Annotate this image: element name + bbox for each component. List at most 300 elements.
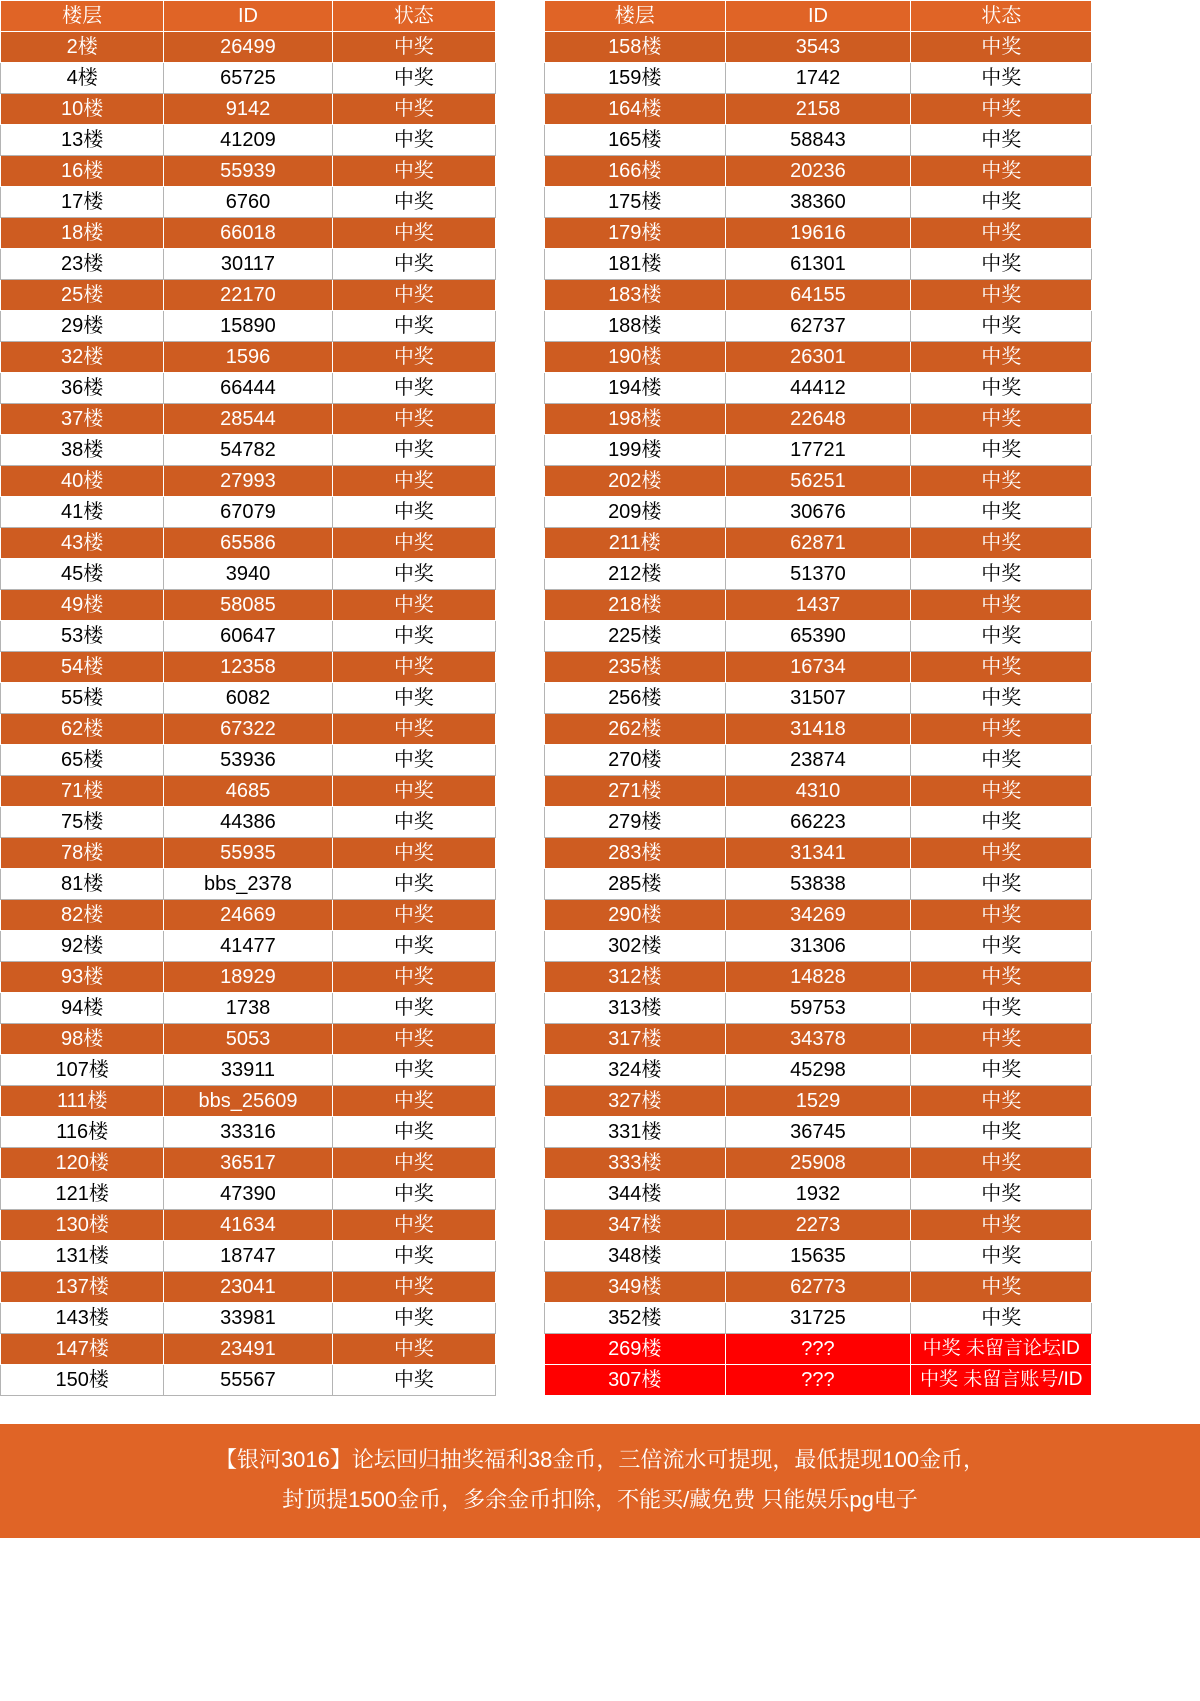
cell-id: ??? <box>725 1334 911 1365</box>
cell-floor: 16楼 <box>1 156 164 187</box>
cell-id: 5053 <box>164 1024 332 1055</box>
cell-status: 中奖 <box>332 1365 495 1396</box>
table-row <box>545 497 1092 528</box>
cell-id: 3543 <box>725 32 911 63</box>
cell-id: 22170 <box>164 280 332 311</box>
cell-id: 30117 <box>164 249 332 280</box>
cell-floor: 270楼 <box>545 745 726 776</box>
cell-status: 中奖 <box>911 404 1092 435</box>
cell-id: 55935 <box>164 838 332 869</box>
cell-status: 中奖 <box>332 1303 495 1334</box>
cell-floor: 331楼 <box>545 1117 726 1148</box>
cell-floor: 75楼 <box>1 807 164 838</box>
cell-status: 中奖 <box>332 342 495 373</box>
cell-id: 44412 <box>725 373 911 404</box>
table-body-right <box>545 32 1092 1396</box>
cell-floor: 116楼 <box>1 1117 164 1148</box>
cell-floor: 312楼 <box>545 962 726 993</box>
table-row <box>1 1334 496 1365</box>
table-row <box>1 280 496 311</box>
cell-status: 中奖 <box>332 435 495 466</box>
cell-status: 中奖 <box>332 218 495 249</box>
column-header-status: 状态 <box>332 1 495 32</box>
cell-status: 中奖 <box>332 125 495 156</box>
cell-status: 中奖 <box>332 714 495 745</box>
cell-floor: 98楼 <box>1 1024 164 1055</box>
cell-status: 中奖 未留言论坛ID <box>911 1334 1092 1365</box>
cell-id: 12358 <box>164 652 332 683</box>
table-row <box>1 497 496 528</box>
table-row <box>545 1210 1092 1241</box>
table-row <box>545 125 1092 156</box>
table-row <box>545 404 1092 435</box>
cell-floor: 202楼 <box>545 466 726 497</box>
cell-id: 6082 <box>164 683 332 714</box>
cell-id: 1437 <box>725 590 911 621</box>
cell-floor: 164楼 <box>545 94 726 125</box>
cell-id: 1932 <box>725 1179 911 1210</box>
cell-id: 1738 <box>164 993 332 1024</box>
cell-status: 中奖 <box>332 621 495 652</box>
cell-floor: 165楼 <box>545 125 726 156</box>
cell-floor: 78楼 <box>1 838 164 869</box>
cell-floor: 43楼 <box>1 528 164 559</box>
table-row <box>545 993 1092 1024</box>
cell-status: 中奖 <box>911 962 1092 993</box>
cell-floor: 199楼 <box>545 435 726 466</box>
table-row <box>545 1117 1092 1148</box>
table-row <box>545 1334 1092 1365</box>
cell-floor: 2楼 <box>1 32 164 63</box>
cell-floor: 131楼 <box>1 1241 164 1272</box>
cell-status: 中奖 <box>332 32 495 63</box>
table-row <box>1 931 496 962</box>
cell-status: 中奖 <box>332 1210 495 1241</box>
cell-id: 65586 <box>164 528 332 559</box>
cell-id: 62737 <box>725 311 911 342</box>
cell-status: 中奖 <box>332 1086 495 1117</box>
table-row <box>545 1055 1092 1086</box>
table-row <box>545 528 1092 559</box>
cell-id: 2273 <box>725 1210 911 1241</box>
cell-status: 中奖 <box>332 1241 495 1272</box>
table-row <box>1 962 496 993</box>
results-table-left <box>0 0 496 1396</box>
cell-id: 23874 <box>725 745 911 776</box>
cell-floor: 17楼 <box>1 187 164 218</box>
cell-status: 中奖 <box>911 497 1092 528</box>
cell-status: 中奖 <box>332 63 495 94</box>
cell-id: 14828 <box>725 962 911 993</box>
column-header-floor: 楼层 <box>1 1 164 32</box>
cell-floor: 62楼 <box>1 714 164 745</box>
cell-floor: 93楼 <box>1 962 164 993</box>
table-row <box>1 838 496 869</box>
cell-id: 16734 <box>725 652 911 683</box>
cell-id: 31507 <box>725 683 911 714</box>
cell-status: 中奖 <box>332 311 495 342</box>
column-header-floor: 楼层 <box>545 1 726 32</box>
cell-status: 中奖 <box>332 373 495 404</box>
table-row <box>545 1303 1092 1334</box>
cell-id: 31306 <box>725 931 911 962</box>
table-row <box>545 559 1092 590</box>
cell-status: 中奖 <box>911 94 1092 125</box>
cell-id: 38360 <box>725 187 911 218</box>
table-row <box>1 1303 496 1334</box>
table-row <box>1 745 496 776</box>
cell-floor: 82楼 <box>1 900 164 931</box>
cell-floor: 317楼 <box>545 1024 726 1055</box>
table-row <box>1 807 496 838</box>
table-row <box>1 373 496 404</box>
cell-floor: 120楼 <box>1 1148 164 1179</box>
promo-banner-line-1: 【银河3016】论坛回归抽奖福利38金币，三倍流水可提现，最低提现100金币， <box>214 1447 986 1472</box>
cell-status: 中奖 <box>911 621 1092 652</box>
cell-floor: 348楼 <box>545 1241 726 1272</box>
cell-id: 67079 <box>164 497 332 528</box>
cell-floor: 313楼 <box>545 993 726 1024</box>
table-row <box>1 1241 496 1272</box>
cell-status: 中奖 <box>911 125 1092 156</box>
cell-floor: 190楼 <box>545 342 726 373</box>
cell-status: 中奖 <box>911 590 1092 621</box>
cell-floor: 181楼 <box>545 249 726 280</box>
cell-floor: 49楼 <box>1 590 164 621</box>
table-row <box>545 652 1092 683</box>
cell-floor: 37楼 <box>1 404 164 435</box>
table-row <box>545 187 1092 218</box>
cell-floor: 262楼 <box>545 714 726 745</box>
cell-status: 中奖 <box>911 280 1092 311</box>
table-row <box>545 342 1092 373</box>
cell-id: 1596 <box>164 342 332 373</box>
cell-id: 55567 <box>164 1365 332 1396</box>
cell-floor: 327楼 <box>545 1086 726 1117</box>
column-header-id: ID <box>725 1 911 32</box>
cell-floor: 143楼 <box>1 1303 164 1334</box>
cell-status: 中奖 <box>911 156 1092 187</box>
cell-id: 31418 <box>725 714 911 745</box>
cell-floor: 71楼 <box>1 776 164 807</box>
cell-floor: 107楼 <box>1 1055 164 1086</box>
table-body-left <box>1 32 496 1396</box>
cell-floor: 65楼 <box>1 745 164 776</box>
cell-id: 20236 <box>725 156 911 187</box>
cell-id: 44386 <box>164 807 332 838</box>
table-row <box>1 900 496 931</box>
table-row <box>545 373 1092 404</box>
cell-floor: 150楼 <box>1 1365 164 1396</box>
cell-floor: 212楼 <box>545 559 726 590</box>
table-row <box>1 590 496 621</box>
cell-floor: 158楼 <box>545 32 726 63</box>
table-row <box>1 63 496 94</box>
cell-floor: 344楼 <box>545 1179 726 1210</box>
cell-floor: 352楼 <box>545 1303 726 1334</box>
cell-status: 中奖 <box>911 1148 1092 1179</box>
table-row <box>1 993 496 1024</box>
cell-floor: 290楼 <box>545 900 726 931</box>
cell-id: 24669 <box>164 900 332 931</box>
cell-status: 中奖 <box>332 900 495 931</box>
table-row <box>1 466 496 497</box>
cell-floor: 53楼 <box>1 621 164 652</box>
table-row <box>1 1117 496 1148</box>
cell-id: 41209 <box>164 125 332 156</box>
cell-id: 25908 <box>725 1148 911 1179</box>
cell-id: 23491 <box>164 1334 332 1365</box>
cell-status: 中奖 <box>911 1303 1092 1334</box>
cell-status: 中奖 <box>332 559 495 590</box>
cell-floor: 279楼 <box>545 807 726 838</box>
cell-id: 22648 <box>725 404 911 435</box>
table-row <box>1 435 496 466</box>
table-row <box>1 32 496 63</box>
cell-id: 58843 <box>725 125 911 156</box>
cell-status: 中奖 <box>911 218 1092 249</box>
cell-floor: 130楼 <box>1 1210 164 1241</box>
table-row <box>545 776 1092 807</box>
cell-id: 2158 <box>725 94 911 125</box>
cell-floor: 285楼 <box>545 869 726 900</box>
cell-id: 1529 <box>725 1086 911 1117</box>
cell-id: ??? <box>725 1365 911 1396</box>
cell-status: 中奖 <box>911 342 1092 373</box>
cell-floor: 333楼 <box>545 1148 726 1179</box>
cell-status: 中奖 <box>911 683 1092 714</box>
cell-id: 33911 <box>164 1055 332 1086</box>
cell-status: 中奖 <box>332 1024 495 1055</box>
table-row <box>1 776 496 807</box>
table-row <box>1 125 496 156</box>
cell-id: 18747 <box>164 1241 332 1272</box>
cell-status: 中奖 <box>911 714 1092 745</box>
cell-id: 17721 <box>725 435 911 466</box>
cell-id: 36745 <box>725 1117 911 1148</box>
cell-floor: 18楼 <box>1 218 164 249</box>
cell-floor: 94楼 <box>1 993 164 1024</box>
table-row <box>545 1365 1092 1396</box>
cell-floor: 218楼 <box>545 590 726 621</box>
cell-id: 36517 <box>164 1148 332 1179</box>
cell-status: 中奖 <box>911 63 1092 94</box>
table-row <box>1 218 496 249</box>
cell-status: 中奖 <box>911 931 1092 962</box>
cell-floor: 41楼 <box>1 497 164 528</box>
table-row <box>1 652 496 683</box>
cell-floor: 271楼 <box>545 776 726 807</box>
cell-id: 55939 <box>164 156 332 187</box>
table-row <box>1 1055 496 1086</box>
cell-floor: 211楼 <box>545 528 726 559</box>
table-row <box>545 32 1092 63</box>
cell-status: 中奖 <box>911 993 1092 1024</box>
cell-id: 15635 <box>725 1241 911 1272</box>
cell-floor: 175楼 <box>545 187 726 218</box>
cell-status: 中奖 <box>911 1024 1092 1055</box>
table-row <box>1 528 496 559</box>
cell-floor: 10楼 <box>1 94 164 125</box>
cell-floor: 137楼 <box>1 1272 164 1303</box>
table-row <box>1 187 496 218</box>
cell-id: 66444 <box>164 373 332 404</box>
table-row <box>1 1365 496 1396</box>
cell-status: 中奖 <box>332 993 495 1024</box>
cell-floor: 36楼 <box>1 373 164 404</box>
promo-banner <box>0 1424 1200 1538</box>
cell-floor: 55楼 <box>1 683 164 714</box>
cell-floor: 349楼 <box>545 1272 726 1303</box>
table-row <box>545 745 1092 776</box>
cell-id: 9142 <box>164 94 332 125</box>
cell-id: 15890 <box>164 311 332 342</box>
cell-id: 4685 <box>164 776 332 807</box>
cell-id: 62871 <box>725 528 911 559</box>
cell-id: 33316 <box>164 1117 332 1148</box>
column-header-status: 状态 <box>911 1 1092 32</box>
cell-status: 中奖 <box>911 745 1092 776</box>
cell-status: 中奖 <box>911 869 1092 900</box>
promo-banner-line-2: 封顶提1500金币，多余金币扣除，不能买/藏免费 只能娱乐pg电子 <box>282 1487 918 1512</box>
cell-floor: 13楼 <box>1 125 164 156</box>
cell-id: 6760 <box>164 187 332 218</box>
table-row <box>545 900 1092 931</box>
cell-status: 中奖 <box>332 1179 495 1210</box>
cell-id: 41477 <box>164 931 332 962</box>
cell-floor: 159楼 <box>545 63 726 94</box>
cell-id: 18929 <box>164 962 332 993</box>
cell-status: 中奖 <box>911 807 1092 838</box>
table-row <box>1 404 496 435</box>
cell-floor: 179楼 <box>545 218 726 249</box>
cell-id: 31725 <box>725 1303 911 1334</box>
cell-id: 53936 <box>164 745 332 776</box>
cell-floor: 198楼 <box>545 404 726 435</box>
cell-floor: 111楼 <box>1 1086 164 1117</box>
table-row <box>545 590 1092 621</box>
column-header-id: ID <box>164 1 332 32</box>
cell-id: 64155 <box>725 280 911 311</box>
cell-id: 26499 <box>164 32 332 63</box>
cell-status: 中奖 <box>911 1055 1092 1086</box>
cell-status: 中奖 <box>332 156 495 187</box>
cell-status: 中奖 <box>332 249 495 280</box>
table-row <box>545 249 1092 280</box>
cell-status: 中奖 <box>911 1179 1092 1210</box>
cell-status: 中奖 <box>332 404 495 435</box>
table-row <box>545 683 1092 714</box>
cell-floor: 81楼 <box>1 869 164 900</box>
cell-floor: 25楼 <box>1 280 164 311</box>
table-row <box>1 869 496 900</box>
cell-floor: 283楼 <box>545 838 726 869</box>
cell-id: 31341 <box>725 838 911 869</box>
table-row <box>1 1086 496 1117</box>
table-row <box>1 311 496 342</box>
cell-status: 中奖 <box>332 652 495 683</box>
cell-status: 中奖 <box>332 94 495 125</box>
table-row <box>1 559 496 590</box>
cell-id: 19616 <box>725 218 911 249</box>
cell-status: 中奖 未留言账号/ID <box>911 1365 1092 1396</box>
table-row <box>545 156 1092 187</box>
cell-status: 中奖 <box>332 1272 495 1303</box>
results-table-right <box>544 0 1092 1396</box>
cell-status: 中奖 <box>911 1086 1092 1117</box>
cell-status: 中奖 <box>332 1334 495 1365</box>
cell-floor: 23楼 <box>1 249 164 280</box>
cell-floor: 209楼 <box>545 497 726 528</box>
cell-id: 47390 <box>164 1179 332 1210</box>
cell-status: 中奖 <box>911 1117 1092 1148</box>
table-row <box>545 1179 1092 1210</box>
cell-id: bbs_2378 <box>164 869 332 900</box>
table-row <box>1 156 496 187</box>
cell-id: 60647 <box>164 621 332 652</box>
table-row <box>1 683 496 714</box>
cell-status: 中奖 <box>332 962 495 993</box>
cell-floor: 54楼 <box>1 652 164 683</box>
table-row <box>545 63 1092 94</box>
cell-id: 65390 <box>725 621 911 652</box>
cell-status: 中奖 <box>332 466 495 497</box>
cell-status: 中奖 <box>911 838 1092 869</box>
cell-id: 62773 <box>725 1272 911 1303</box>
cell-floor: 188楼 <box>545 311 726 342</box>
cell-status: 中奖 <box>911 435 1092 466</box>
cell-id: 30676 <box>725 497 911 528</box>
table-row <box>545 1086 1092 1117</box>
cell-id: 59753 <box>725 993 911 1024</box>
cell-status: 中奖 <box>332 838 495 869</box>
cell-floor: 347楼 <box>545 1210 726 1241</box>
table-row <box>1 621 496 652</box>
cell-floor: 324楼 <box>545 1055 726 1086</box>
cell-floor: 256楼 <box>545 683 726 714</box>
cell-status: 中奖 <box>332 1148 495 1179</box>
cell-id: 3940 <box>164 559 332 590</box>
cell-floor: 45楼 <box>1 559 164 590</box>
cell-status: 中奖 <box>332 869 495 900</box>
cell-status: 中奖 <box>332 187 495 218</box>
cell-id: 66223 <box>725 807 911 838</box>
cell-status: 中奖 <box>911 249 1092 280</box>
cell-status: 中奖 <box>332 528 495 559</box>
cell-status: 中奖 <box>911 466 1092 497</box>
cell-status: 中奖 <box>332 745 495 776</box>
cell-id: 1742 <box>725 63 911 94</box>
cell-id: 51370 <box>725 559 911 590</box>
cell-floor: 40楼 <box>1 466 164 497</box>
cell-id: 41634 <box>164 1210 332 1241</box>
cell-floor: 32楼 <box>1 342 164 373</box>
table-row <box>1 1210 496 1241</box>
table-row <box>545 962 1092 993</box>
cell-id: 53838 <box>725 869 911 900</box>
cell-id: 23041 <box>164 1272 332 1303</box>
cell-id: 66018 <box>164 218 332 249</box>
cell-id: 33981 <box>164 1303 332 1334</box>
cell-floor: 307楼 <box>545 1365 726 1396</box>
cell-id: bbs_25609 <box>164 1086 332 1117</box>
table-row <box>545 807 1092 838</box>
cell-id: 4310 <box>725 776 911 807</box>
cell-floor: 235楼 <box>545 652 726 683</box>
cell-status: 中奖 <box>332 590 495 621</box>
cell-status: 中奖 <box>332 1117 495 1148</box>
table-row <box>1 1179 496 1210</box>
